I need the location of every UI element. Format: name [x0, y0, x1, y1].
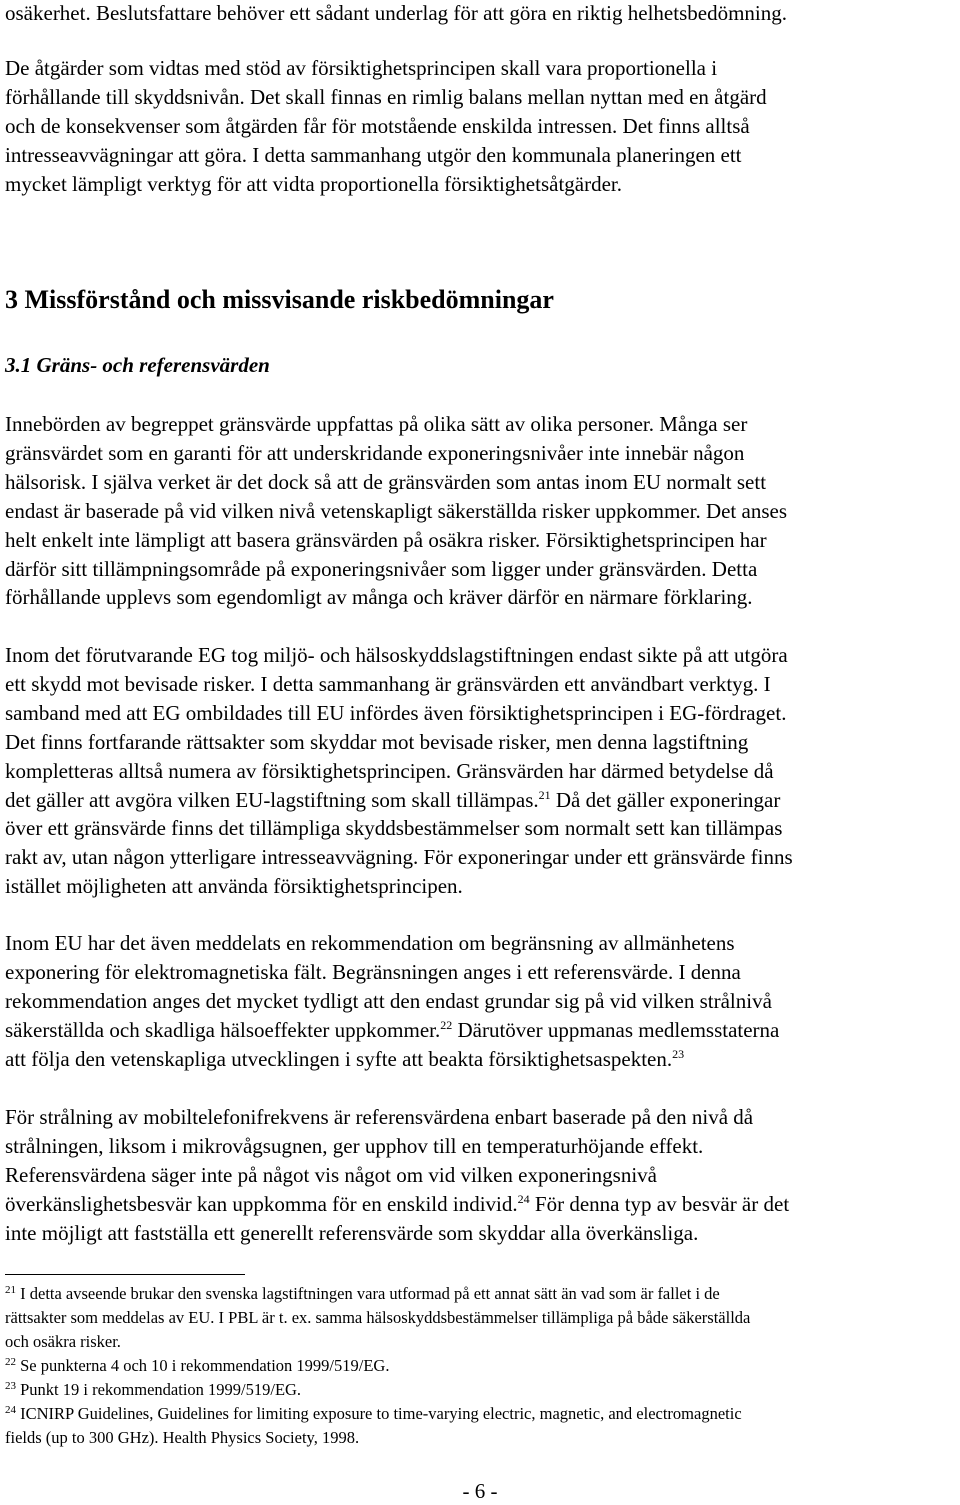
footnote-separator [5, 1274, 245, 1275]
footnote-reference: 23 [672, 1046, 685, 1061]
footnote-reference: 22 [440, 1017, 453, 1032]
paragraph-text: Inom EU har det även meddelats en rekommendation om begränsning av allmänhetens exponering för elektromagnetiska fält. Begränsningen anges i ett referensvärde. I denna rekommendation anges det mycket tydligt att den endast grundar sig på vid vilken strålnivå säkerställda och skadliga hälsoeffekter uppkommer. [5, 931, 772, 1042]
paragraph-text: För strålning av mobiltelefonifrekvens är referensvärdena enbart baserade på den nivå då strålningen, liksom i mikrovågsugnen, ger upphov till en temperaturhöjande effekt. Referensvärdena säger inte på något vis något om vid vilken exponeringsnivå överkänslighetsbesvär kan uppkomma för en enskild individ. [5, 1105, 754, 1216]
footnote [5, 1378, 951, 1402]
footnotes [5, 1282, 951, 1450]
footnote-reference: 24 [517, 1191, 530, 1206]
page-number: - 6 - [462, 1479, 498, 1503]
intro-line: osäkerhet. Beslutsfattare behöver ett sådant underlag för att göra en riktig helhetsbedömning. [5, 1, 787, 25]
paragraph-eg-lagstiftning [5, 641, 793, 901]
footnote-reference: 21 [538, 787, 551, 802]
intro-paragraph: De åtgärder som vidtas med stöd av försiktighetsprincipen skall vara proportionella i förhållande till skyddsnivån. Det skall finnas en rimlig balans mellan nyttan med en åtgärd och de konsekvenser som åtgärden får för motstående enskilda intressen. Det finns alltså intresseavvägningar att göra. I detta sammanhang utgör den kommunala planeringen ett mycket lämpligt verktyg för att vidta proportionella försiktighetsåtgärder. [5, 56, 767, 196]
footnote-number: 21 [5, 1284, 16, 1296]
footnote-text: Punkt 19 i rekommendation 1999/519/EG. [16, 1380, 302, 1399]
footnote [5, 1282, 951, 1354]
paragraph-text: För denna typ av besvär är det inte möjligt att fastställa ett generellt referensvärde som skyddar alla överkänsliga. [5, 1191, 790, 1245]
section-heading: 3 Missförstånd och missvisande riskbedömningar [5, 285, 554, 314]
paragraph-rekommendation [5, 929, 779, 1074]
paragraph-text: Inom det förutvarande EG tog miljö- och hälsoskyddslagstiftningen endast sikte på att utgöra ett skydd mot bevisade risker. I detta sammanhang är gränsvärden ett användbart verktyg. I samband med att EG ombildades till EU infördes även försiktighetsprincipen i EG-fördraget. Det finns fortfarande rättsakter som skyddar mot bevisade risker, men denna lagstiftning kompletteras alltså numera av försiktighetsprincipen. Gränsvärden har därmed betydelse då det gäller att avgöra vilken EU-lagstiftning som skall tillämpas. [5, 643, 788, 812]
paragraph-text: Därutöver uppmanas medlemsstaterna att följa den vetenskapliga utvecklingen i syfte att beakta försiktighetsaspekten. [5, 1017, 780, 1071]
paragraph-text: Då det gäller exponeringar över ett gränsvärde finns det tillämpliga skyddsbestämmelser som normalt sett kan tillämpas rakt av, utan någon ytterligare intresseavvägning. För exponeringar under ett gränsvärde finns istället möjligheten att använda försiktighetsprincipen. [5, 787, 793, 899]
footnote-number: 22 [5, 1356, 16, 1368]
footnote-number: 24 [5, 1404, 16, 1416]
paragraph-mobiltelefoni [5, 1103, 789, 1248]
paragraph-gransvarde: Innebörden av begreppet gränsvärde uppfattas på olika sätt av olika personer. Många ser gränsvärdet som en garanti för att underskridande exponeringsnivåer inte innebär någon hälsorisk. I själva verket är det dock så att de gränsvärden som antas inom EU normalt sett endast är baserade på vid vilken nivå vetenskapligt säkerställda risker uppkommer. Det anses helt enkelt inte lämpligt att basera gränsvärden på osäkra risker. Försiktighetsprincipen har därför sitt tillämpningsområde på exponeringsnivåer som ligger under gränsvärden. Detta förhållande upplevs som egendomligt av många och kräver därför en närmare förklaring. [5, 412, 788, 610]
footnote-text: ICNIRP Guidelines, Guidelines for limiting exposure to time-varying electric, magnetic, and electromagnetic fields (up to 300 GHz). Health Physics Society, 1998. [5, 1404, 742, 1447]
footnote [5, 1402, 951, 1450]
footnote-text: Se punkterna 4 och 10 i rekommendation 1999/519/EG. [16, 1356, 390, 1375]
footnote-number: 23 [5, 1380, 16, 1392]
footnote [5, 1354, 951, 1378]
subsection-heading: 3.1 Gräns- och referensvärden [5, 353, 270, 377]
footnote-text: I detta avseende brukar den svenska lagstiftningen vara utformad på ett annat sätt än vad som är fallet i de rättsakter som meddelas av EU. I PBL är t. ex. samma hälsoskyddsbestämmelser tillämpliga på både säkerställda och osäkra risker. [5, 1284, 751, 1351]
